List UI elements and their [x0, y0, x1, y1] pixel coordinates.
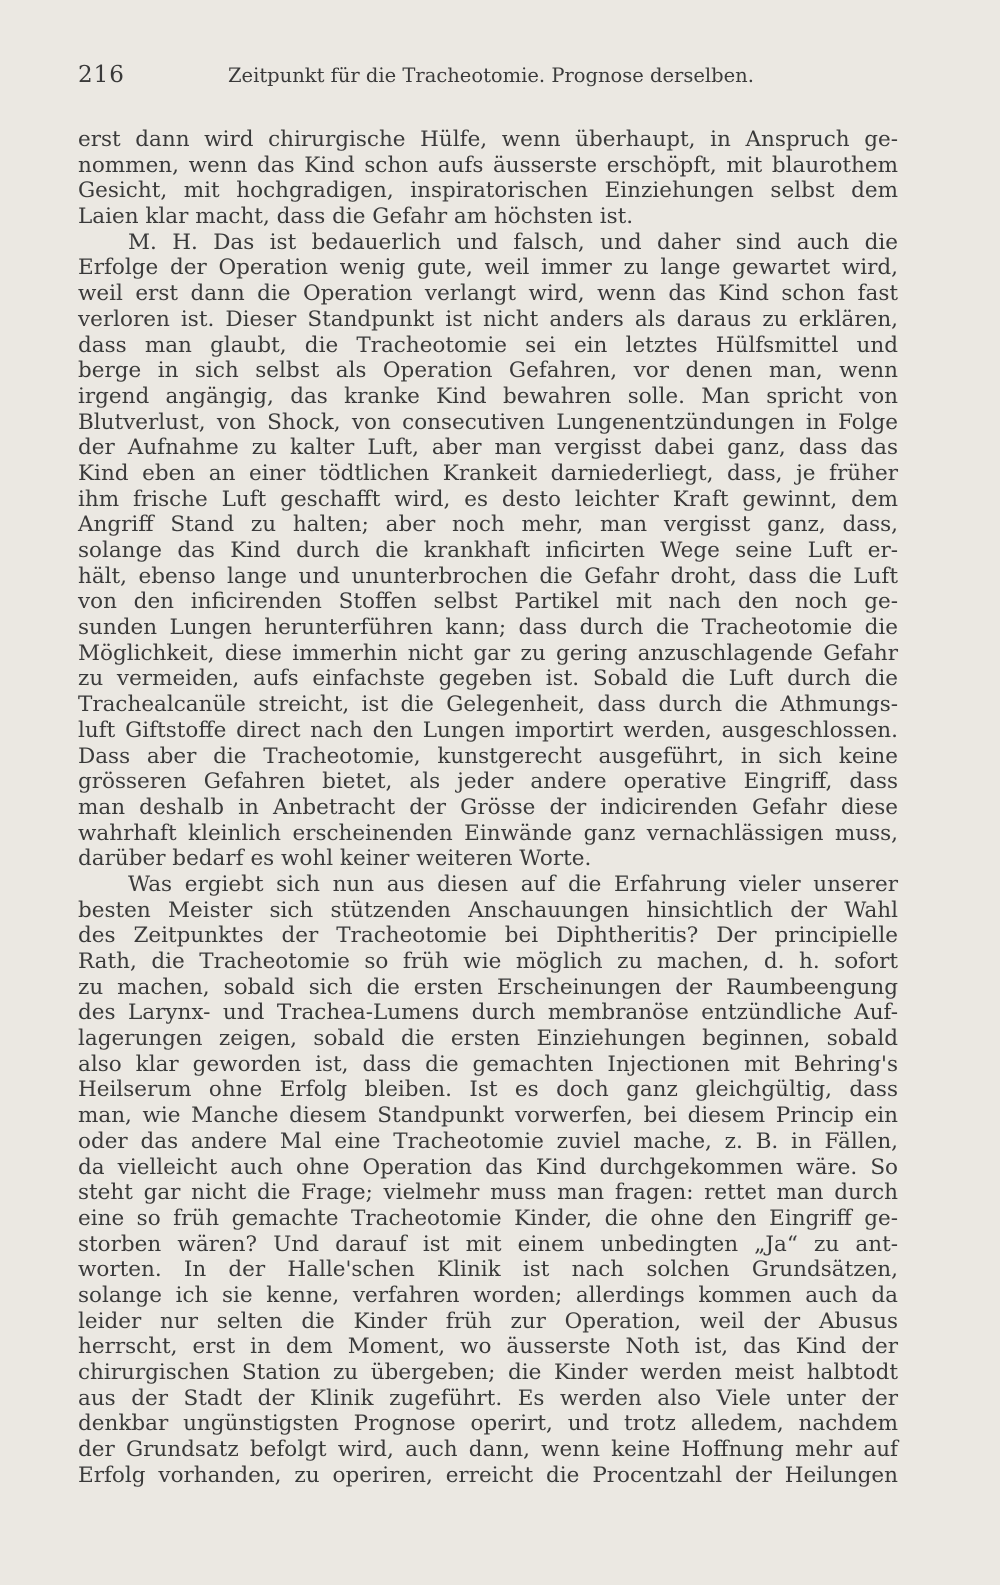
text-line: der Aufnahme zu kalter Luft, aber man vergisst dabei ganz, dass das	[78, 435, 898, 461]
text-line: denkbar ungünstigsten Prognose operirt, und trotz alledem, nachdem	[78, 1411, 898, 1437]
text-line: M. H. Das ist bedauerlich und falsch, und daher sind auch die	[128, 229, 898, 255]
text-line: Laien klar macht, dass die Gefahr am höchsten ist.	[78, 204, 634, 230]
text-line: chirurgischen Station zu übergeben; die Kinder werden meist halbtodt	[78, 1360, 898, 1385]
text-line: Trachealcanüle streicht, ist die Gelegenheit, dass durch die Athmungs-	[78, 692, 898, 718]
text-line: oder das andere Mal eine Tracheotomie zuviel mache, z. B. in Fällen,	[78, 1128, 898, 1154]
text-line: zu machen, sobald sich die ersten Erscheinungen der Raumbeengung	[78, 974, 898, 1000]
text-line: also klar geworden ist, dass die gemachten Injectionen mit Behring's	[78, 1051, 898, 1077]
text-line: leider nur selten die Kinder früh zur Operation, weil der Abusus	[78, 1308, 898, 1334]
text-line: aus der Stadt der Klinik zugeführt. Es werden also Viele unter der	[78, 1385, 898, 1411]
text-line: Erfolg vorhanden, zu operiren, erreicht die Procentzahl der Heilungen	[78, 1462, 898, 1488]
text-line: besten Meister sich stützenden Anschauungen hinsichtlich der Wahl	[78, 897, 898, 923]
text-line: wahrhaft kleinlich erscheinenden Einwände ganz vernachlässigen muss,	[78, 820, 898, 846]
text-line: sunden Lungen herunterführen kann; dass durch die Tracheotomie die	[78, 615, 898, 641]
text-line: nommen, wenn das Kind schon aufs äusserste erschöpft, mit blaurothem	[78, 152, 898, 178]
text-line: storben wären? Und darauf ist mit einem unbedingten „Ja“ zu ant-	[78, 1231, 898, 1257]
text-line: solange ich sie kenne, verfahren worden; allerdings kommen auch da	[78, 1282, 898, 1308]
text-line: Rath, die Tracheotomie so früh wie möglich zu machen, d. h. sofort	[78, 949, 898, 974]
text-line: Gesicht, mit hochgradigen, inspiratorischen Einziehungen selbst dem	[78, 178, 898, 204]
text-line: da vielleicht auch ohne Operation das Kind durchgekommen wäre. So	[78, 1154, 898, 1180]
page-header	[78, 60, 898, 94]
text-line: weil erst dann die Operation verlangt wird, wenn das Kind schon fast	[78, 281, 898, 307]
text-line: lagerungen zeigen, sobald die ersten Einziehungen beginnen, sobald	[78, 1026, 898, 1052]
text-line: steht gar nicht die Frage; vielmehr muss man fragen: rettet man durch	[78, 1180, 898, 1206]
text-line: ihm frische Luft geschafft wird, es desto leichter Kraft gewinnt, dem	[78, 486, 898, 512]
text-line: grösseren Gefahren bietet, als jeder andere operative Eingriff, dass	[78, 769, 898, 795]
text-line: Erfolge der Operation wenig gute, weil immer zu lange gewartet wird,	[78, 255, 898, 281]
text-line: Kind eben an einer tödtlichen Krankeit darniederliegt, dass, je früher	[78, 460, 898, 486]
text-line: des Zeitpunktes der Tracheotomie bei Diphtheritis? Der principielle	[78, 923, 898, 949]
text-line: Dass aber die Tracheotomie, kunstgerecht ausgeführt, in sich keine	[78, 743, 898, 769]
text-line: man, wie Manche diesem Standpunkt vorwerfen, bei diesem Princip ein	[78, 1103, 898, 1129]
text-line: erst dann wird chirurgische Hülfe, wenn überhaupt, in Anspruch ge-	[78, 127, 898, 152]
text-line: darüber bedarf es wohl keiner weiteren Worte.	[78, 846, 592, 872]
text-line: Angriff Stand zu halten; aber noch mehr, man vergisst ganz, dass,	[78, 512, 898, 538]
text-line: Heilserum ohne Erfolg bleiben. Ist es doch ganz gleichgültig, dass	[78, 1077, 898, 1103]
body-text	[78, 127, 898, 1488]
page-number: 216	[78, 62, 125, 88]
text-line: herrscht, erst in dem Moment, wo äusserste Noth ist, das Kind der	[78, 1334, 898, 1360]
text-line: solange das Kind durch die krankhaft inficirten Wege seine Luft er-	[78, 538, 898, 563]
text-line: Blutverlust, von Shock, von consecutiven Lungenentzündungen in Folge	[78, 409, 898, 435]
text-line: des Larynx- und Trachea-Lumens durch membranöse entzündliche Auf-	[78, 1000, 898, 1026]
text-line: dass man glaubt, die Tracheotomie sei ein letztes Hülfsmittel und	[78, 332, 898, 358]
text-line: der Grundsatz befolgt wird, auch dann, wenn keine Hoffnung mehr auf	[78, 1437, 898, 1463]
text-line: worten. In der Halle'schen Klinik ist nach solchen Grundsätzen,	[78, 1257, 898, 1283]
text-line: Was ergiebt sich nun aus diesen auf die Erfahrung vieler unserer	[128, 871, 898, 897]
text-line: man deshalb in Anbetracht der Grösse der indicirenden Gefahr diese	[78, 794, 898, 820]
text-line: von den inficirenden Stoffen selbst Partikel mit nach den noch ge-	[78, 589, 898, 615]
text-line: verloren ist. Dieser Standpunkt ist nicht anders als daraus zu erklären,	[78, 306, 898, 332]
text-line: zu vermeiden, aufs einfachste gegeben ist. Sobald die Luft durch die	[78, 666, 898, 692]
running-head: Zeitpunkt für die Tracheotomie. Prognose derselben.	[228, 64, 754, 87]
text-line: hält, ebenso lange und ununterbrochen die Gefahr droht, dass die Luft	[78, 563, 898, 589]
text-line: berge in sich selbst als Operation Gefahren, vor denen man, wenn	[78, 358, 898, 384]
text-line: eine so früh gemachte Tracheotomie Kinder, die ohne den Eingriff ge-	[78, 1205, 898, 1231]
text-line: luft Giftstoffe direct nach den Lungen importirt werden, ausgeschlossen.	[78, 717, 898, 743]
text-line: irgend angängig, das kranke Kind bewahren solle. Man spricht von	[78, 383, 898, 409]
text-line: Möglichkeit, diese immerhin nicht gar zu gering anzuschlagende Gefahr	[78, 640, 898, 666]
